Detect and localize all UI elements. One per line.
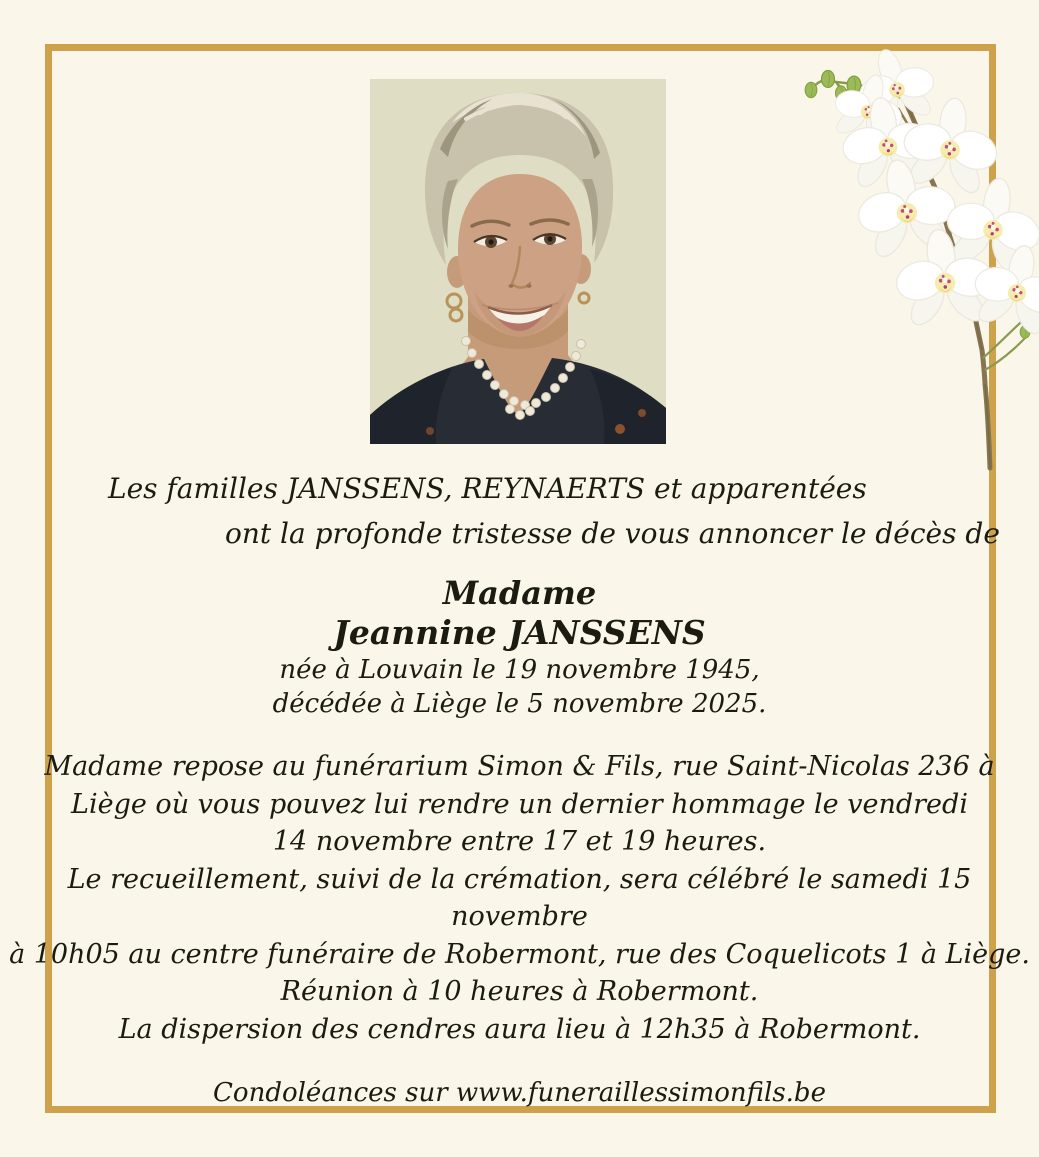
condolences-website-line: Condoléances sur www.funeraillessimonfils.be [213,1078,826,1108]
orchid-flower-decoration [778,48,1039,478]
birth-line: née à Louvain le 19 novembre 1945, [279,655,760,685]
orchid-illustration [778,48,1039,478]
detail-line: 14 novembre entre 17 et 19 heures. [272,826,767,857]
portrait-photo [370,79,666,444]
deceased-name: Jeannine JANSSENS [333,613,706,652]
reunion-line: Réunion à 10 heures à Robermont. [280,976,759,1007]
sorrow-line: ont la profonde tristesse de vous annoncer le décès de [225,517,1000,550]
deceased-title: Madame [442,574,597,612]
dispersion-line: La dispersion des cendres aura lieu à 12h35 à Robermont. [118,1013,921,1045]
detail-line: Madame repose au funérarium Simon & Fils, rue Saint-Nicolas 236 à [44,751,995,782]
announcement-text [0,470,1039,1110]
ceremony-details [0,748,1039,1048]
families-line: Les familles JANSSENS, REYNAERTS et apparentées [108,472,867,505]
death-line: décédée à Liège le 5 novembre 2025. [272,689,767,719]
portrait-illustration [370,79,666,444]
detail-line: à 10h05 au centre funéraire de Robermont, rue des Coquelicots 1 à Liège. [9,938,1030,970]
detail-line: Le recueillement, suivi de la crémation, sera célébré le samedi 15 novembre [67,863,972,932]
detail-line: Liège où vous pouvez lui rendre un dernier hommage le vendredi [71,788,968,820]
